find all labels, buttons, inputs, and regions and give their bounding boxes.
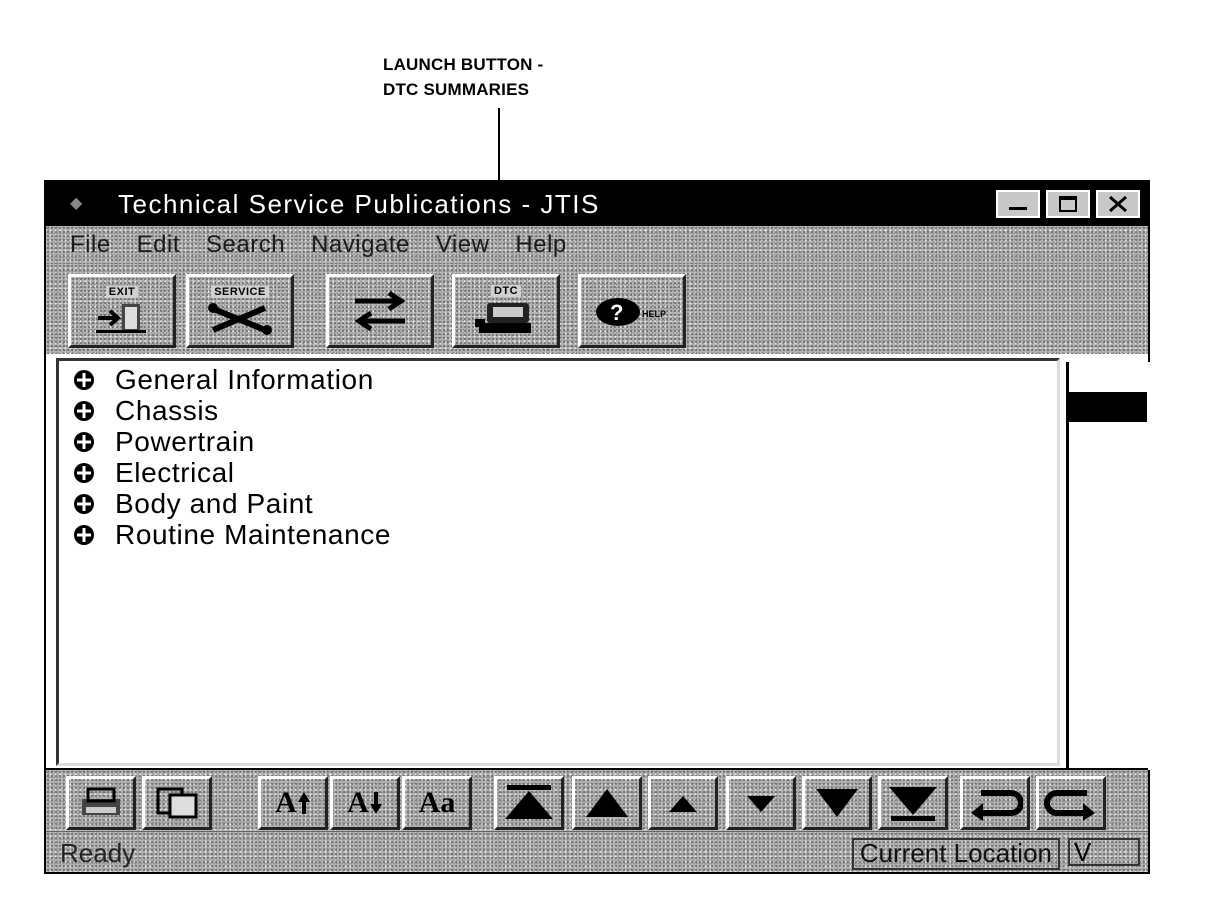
back-button[interactable]: [960, 776, 1030, 830]
tree-item-label: Chassis: [115, 395, 219, 426]
expand-icon: [73, 524, 95, 546]
scroll-bottom-button[interactable]: [878, 776, 948, 830]
app-icon: ◆: [70, 195, 83, 212]
dtc-summaries-button[interactable]: [452, 274, 560, 348]
navigate-button[interactable]: [326, 274, 434, 348]
font-toggle-icon: Aa: [418, 786, 456, 819]
tree-item-powertrain[interactable]: [73, 427, 255, 457]
minimize-button[interactable]: [996, 190, 1040, 218]
menu-bar: [46, 226, 1148, 264]
page-down-icon: [812, 785, 862, 821]
line-down-button[interactable]: [726, 776, 796, 830]
forward-icon: [1043, 783, 1099, 823]
title-bar[interactable]: [46, 182, 1148, 226]
tree-item-label: Body and Paint: [115, 488, 314, 519]
back-icon: [967, 783, 1023, 823]
navigate-arrows-icon: [345, 287, 415, 337]
font-increase-label: A: [275, 786, 297, 819]
tree-item-body-and-paint[interactable]: [73, 489, 313, 519]
print-button[interactable]: [66, 776, 136, 830]
service-button[interactable]: [186, 274, 294, 348]
font-decrease-button[interactable]: [330, 776, 400, 830]
help-icon: [592, 290, 672, 334]
menu-file[interactable]: File: [70, 231, 111, 258]
close-icon: [1106, 194, 1130, 214]
line-down-icon: [741, 788, 781, 818]
font-decrease-label: A: [347, 786, 369, 819]
window-controls: [996, 190, 1140, 218]
font-increase-icon: [297, 790, 311, 816]
tree-item-general-information[interactable]: [73, 365, 374, 395]
app-window: [44, 180, 1150, 874]
status-bar: [46, 831, 1148, 872]
tree-item-label: Routine Maintenance: [115, 519, 392, 550]
topic-tree-pane: [56, 358, 1060, 766]
dtc-button-label: DTC: [491, 285, 521, 297]
dtc-summaries-icon: [471, 299, 541, 337]
forward-button[interactable]: [1036, 776, 1106, 830]
maximize-button[interactable]: [1046, 190, 1090, 218]
copy-icon: [152, 785, 202, 821]
page-down-button[interactable]: [802, 776, 872, 830]
exit-button-label: EXIT: [106, 286, 138, 298]
tree-item-label: General Information: [115, 364, 374, 395]
main-toolbar: [46, 264, 1148, 354]
minimize-icon: [1006, 196, 1030, 212]
bottom-toolbar: [46, 768, 1148, 834]
tree-item-label: Electrical: [115, 457, 235, 488]
expand-icon: [73, 462, 95, 484]
help-caption: HELP: [642, 309, 667, 319]
menu-view[interactable]: View: [435, 231, 490, 258]
status-text: Ready: [60, 838, 136, 868]
tree-item-routine-maintenance[interactable]: [73, 520, 391, 550]
scroll-bottom-icon: [885, 783, 941, 823]
font-toggle-button[interactable]: [402, 776, 472, 830]
side-pane: [1066, 362, 1150, 770]
font-decrease-icon: [369, 790, 383, 816]
expand-icon: [73, 431, 95, 453]
service-button-label: SERVICE: [211, 286, 269, 298]
svg-text:?: ?: [610, 300, 624, 325]
side-pane-highlight[interactable]: [1069, 392, 1147, 422]
menu-edit[interactable]: Edit: [136, 231, 181, 258]
exit-door-icon: [92, 300, 152, 336]
page-up-icon: [582, 785, 632, 821]
tree-item-chassis[interactable]: [73, 396, 219, 426]
window-title: Technical Service Publications - JTIS: [118, 188, 600, 219]
scroll-top-button[interactable]: [494, 776, 564, 830]
expand-icon: [73, 493, 95, 515]
close-button[interactable]: [1096, 190, 1140, 218]
line-up-icon: [663, 788, 703, 818]
line-up-button[interactable]: [648, 776, 718, 830]
expand-icon: [73, 400, 95, 422]
menu-navigate[interactable]: Navigate: [311, 231, 410, 258]
launch-button-callout: [383, 52, 543, 102]
copy-button[interactable]: [142, 776, 212, 830]
scroll-top-icon: [501, 783, 557, 823]
tree-item-label: Powertrain: [115, 426, 255, 457]
current-location-field: Current Location: [852, 838, 1060, 870]
page-up-button[interactable]: [572, 776, 642, 830]
service-tools-icon: [205, 300, 275, 336]
help-button[interactable]: [578, 274, 686, 348]
callout-line-1: LAUNCH BUTTON -: [383, 55, 544, 74]
menu-search[interactable]: Search: [206, 231, 286, 258]
callout-line-2: DTC SUMMARIES: [383, 80, 530, 99]
tree-item-electrical[interactable]: [73, 458, 235, 488]
exit-button[interactable]: [68, 274, 176, 348]
expand-icon: [73, 369, 95, 391]
print-icon: [76, 785, 126, 821]
font-increase-button[interactable]: [258, 776, 328, 830]
maximize-icon: [1056, 195, 1080, 213]
status-extra-field: V: [1068, 838, 1140, 866]
menu-help[interactable]: Help: [515, 231, 567, 258]
